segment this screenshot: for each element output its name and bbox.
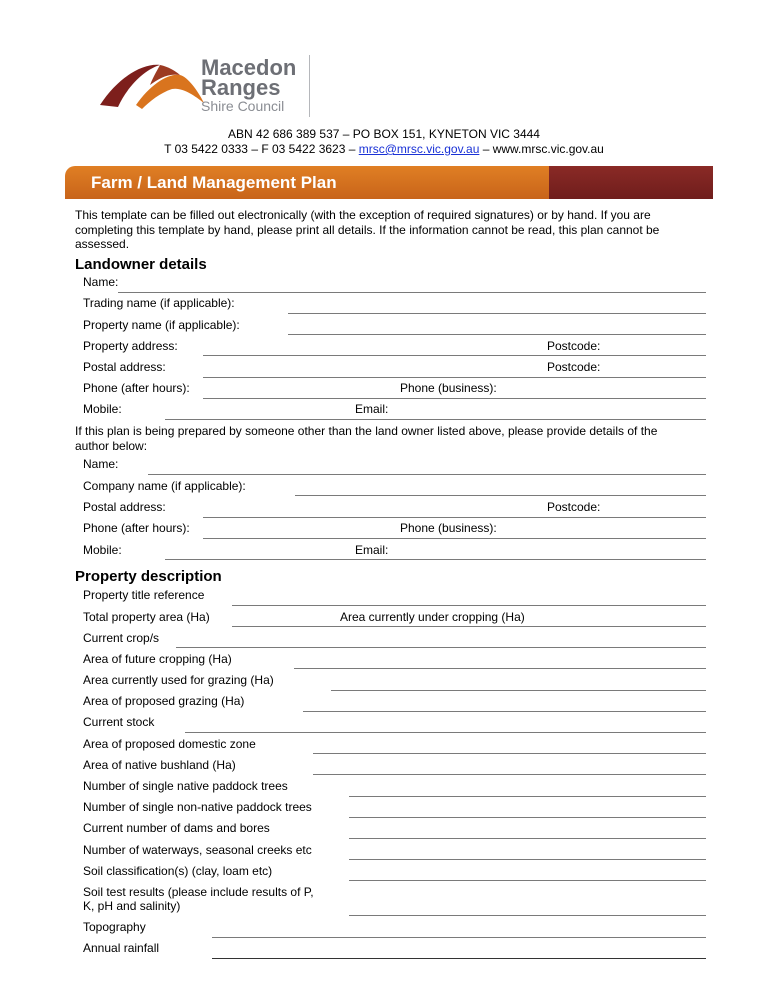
label-title-reference: Property title reference [83, 588, 205, 602]
mobile-email-field[interactable] [165, 419, 706, 420]
logo-line3: Shire Council [201, 98, 285, 114]
label-current-stock: Current stock [83, 715, 155, 729]
label-postal-address: Postal address: [83, 360, 166, 374]
label-author-postcode: Postcode: [547, 500, 601, 514]
label-author-name: Name: [83, 457, 119, 471]
label-property-name: Property name (if applicable): [83, 318, 240, 332]
current-crops-field[interactable] [176, 647, 706, 648]
current-stock-field[interactable] [185, 732, 706, 733]
native-bushland-field[interactable] [313, 774, 706, 775]
contact-website: – www.mrsc.vic.gov.au [479, 142, 604, 156]
logo-line1: Macedon [201, 55, 297, 80]
logo-divider [309, 55, 310, 117]
label-author-email: Email: [355, 543, 389, 557]
title-reference-field[interactable] [232, 605, 706, 606]
phone-field[interactable] [203, 398, 706, 399]
name-field[interactable] [118, 292, 706, 293]
soil-test-field[interactable] [349, 915, 706, 916]
label-topography: Topography [83, 920, 146, 934]
company-name-field[interactable] [295, 495, 706, 496]
label-author-postal-address: Postal address: [83, 500, 166, 514]
soil-classification-field[interactable] [349, 880, 706, 881]
label-trading-name: Trading name (if applicable): [83, 296, 235, 310]
native-trees-field[interactable] [349, 796, 706, 797]
label-mobile: Mobile: [83, 402, 122, 416]
label-company-name: Company name (if applicable): [83, 479, 246, 493]
logo-line2: Ranges [201, 75, 281, 100]
label-current-crops: Current crop/s [83, 631, 160, 645]
label-waterways: Number of waterways, seasonal creeks etc [83, 843, 312, 857]
contact-line-1: ABN 42 686 389 537 – PO BOX 151, KYNETON VIC 3444 [228, 127, 540, 141]
label-postcode-1: Postcode: [547, 339, 601, 353]
section-property-heading: Property description [75, 568, 222, 585]
label-future-cropping: Area of future cropping (Ha) [83, 652, 232, 666]
label-soil-test-line2: K, pH and salinity) [83, 899, 181, 913]
label-nonnative-trees: Number of single non-native paddock trees [83, 800, 312, 814]
author-phone-field[interactable] [203, 538, 706, 539]
label-grazing-proposed: Area of proposed grazing (Ha) [83, 694, 245, 708]
page-title: Farm / Land Management Plan [91, 173, 337, 192]
label-dams-bores: Current number of dams and bores [83, 821, 270, 835]
title-bar-red [549, 166, 713, 199]
label-grazing-current: Area currently used for grazing (Ha) [83, 673, 274, 687]
grazing-proposed-field[interactable] [303, 711, 706, 712]
annual-rainfall-field[interactable] [212, 958, 706, 959]
email-link[interactable]: mrsc@mrsc.vic.gov.au [358, 142, 480, 156]
label-author-phone-after-hours: Phone (after hours): [83, 521, 190, 535]
label-email: Email: [355, 402, 389, 416]
intro-text: This template can be filled out electronically (with the exception of required signatures) or by hand. If you are completing this template by hand, please print all details. If the information cannot be read, this plan cannot be assessed. [75, 208, 660, 251]
nonnative-trees-field[interactable] [349, 817, 706, 818]
topography-field[interactable] [212, 937, 706, 938]
label-soil-classification: Soil classification(s) (clay, loam etc) [83, 864, 273, 878]
property-address-field[interactable] [203, 355, 706, 356]
label-total-area: Total property area (Ha) [83, 610, 210, 624]
label-native-bushland: Area of native bushland (Ha) [83, 758, 236, 772]
section-landowner-heading: Landowner details [75, 256, 207, 273]
area-field[interactable] [232, 626, 706, 627]
domestic-zone-field[interactable] [313, 753, 706, 754]
label-author-phone-business: Phone (business): [400, 521, 497, 535]
contact-line-2 [0, 142, 768, 156]
label-name: Name: [83, 275, 119, 289]
waterways-field[interactable] [349, 859, 706, 860]
label-native-trees: Number of single native paddock trees [83, 779, 288, 793]
author-mobile-email-field[interactable] [165, 559, 706, 560]
mountain-logo-icon [98, 55, 208, 115]
council-logo [98, 55, 313, 117]
label-domestic-zone: Area of proposed domestic zone [83, 737, 256, 751]
postal-address-field[interactable] [203, 377, 706, 378]
grazing-current-field[interactable] [331, 690, 706, 691]
title-bar [65, 166, 713, 199]
label-property-address: Property address: [83, 339, 178, 353]
label-postcode-2: Postcode: [547, 360, 601, 374]
label-annual-rainfall: Annual rainfall [83, 941, 160, 955]
label-area-cropping: Area currently under cropping (Ha) [340, 610, 525, 624]
label-author-mobile: Mobile: [83, 543, 122, 557]
author-note: If this plan is being prepared by someone other than the land owner listed above, please provide details of the author below: [75, 424, 658, 453]
contact-phone-fax: T 03 5422 0333 – F 03 5422 3623 – [164, 142, 359, 156]
label-soil-test-line1: Soil test results (please include results of P, [83, 885, 314, 899]
label-phone-business: Phone (business): [400, 381, 497, 395]
trading-name-field[interactable] [288, 313, 706, 314]
dams-bores-field[interactable] [349, 838, 706, 839]
label-phone-after-hours: Phone (after hours): [83, 381, 190, 395]
future-cropping-field[interactable] [294, 668, 706, 669]
author-name-field[interactable] [148, 474, 706, 475]
author-postal-address-field[interactable] [203, 517, 706, 518]
property-name-field[interactable] [288, 334, 706, 335]
